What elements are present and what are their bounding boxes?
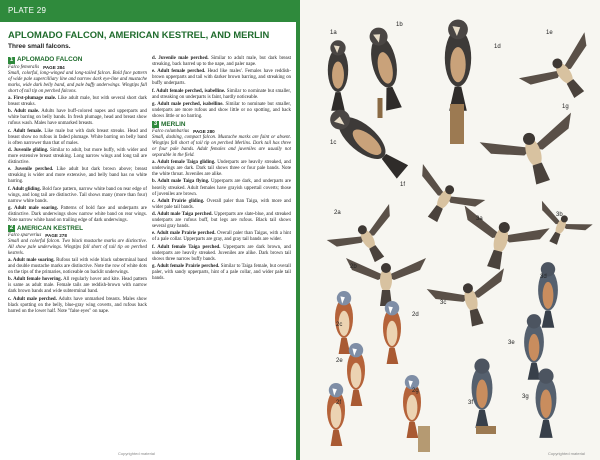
- page-reference: PAGE 278: [45, 232, 67, 238]
- species-number-badge: 2: [9, 225, 14, 232]
- figure-label-2d: 2d: [412, 312, 419, 318]
- account-entry: [8, 96, 147, 108]
- figure-label-1b: 1b: [396, 22, 403, 28]
- entry-label: b. Adult male.: [8, 109, 40, 115]
- account-entry: [8, 277, 147, 295]
- account-entry: [152, 264, 291, 282]
- account-entry: [8, 258, 147, 276]
- figure-label-2c: 2c: [336, 322, 343, 328]
- entry-text: Similar to nominate but smaller, underparts are more rufous and show little or no spotting, and back shows little or no barring.: [152, 101, 291, 119]
- species-number-badge: 3: [153, 121, 158, 128]
- plate-page: [300, 0, 600, 460]
- entry-label: g. Adult male soaring.: [8, 205, 59, 211]
- entry-text: Similar to Taiga female, but overall paler, with sandy upperparts, hint of a pale collar, and wider pale tail bands.: [152, 264, 291, 282]
- figure-label-3c: 3c: [440, 300, 447, 306]
- figure-label-2e: 2e: [336, 358, 343, 364]
- entry-text: Adults have unmarked breasts. Males show black spotting on the belly, blue-gray wing coverts, and rufous back barred on the lower half. Note "false eyes" on nape.: [8, 296, 148, 314]
- species-heading-aplomado: [8, 57, 147, 64]
- account-entry: [152, 56, 291, 68]
- illustration-3f: [472, 359, 493, 428]
- scientific-name: Falco sparverius: [8, 232, 42, 238]
- illustration-3a: [451, 205, 550, 279]
- figure-label-2g: 2g: [412, 388, 419, 394]
- text-column-left: [8, 56, 147, 315]
- illustration-2d: [383, 301, 401, 364]
- entry-label: e. Adult male Prairie perched.: [152, 231, 216, 237]
- illustration-1d: [445, 20, 471, 111]
- entry-text: Similar to nominate but smaller, and streaking on underparts is faint, hardly noticeable.: [152, 88, 291, 100]
- illustration-3b: [528, 201, 593, 255]
- page-reference: PAGE 284: [43, 64, 65, 70]
- entry-label: f. Adult gliding.: [8, 186, 41, 192]
- figure-label-2f: 2f: [336, 400, 342, 406]
- account-entry: [8, 297, 147, 315]
- account-entry: [152, 231, 291, 243]
- entry-text: Bold face pattern, narrow white band on rear edge of wings, and long tail are distinctive. Tail shows many (more than four) narrow white bands.: [8, 186, 147, 204]
- entry-text: Overall paler than Taiga, with more and wider pale tail bands.: [152, 198, 291, 210]
- entry-label: d. Juvenile male perched.: [152, 56, 209, 61]
- entry-text: Adults have buff-colored napes and upperparts and white barring on belly bands. In fresh plumage, head and breast show rufous wash. Males have unmarked breasts.: [8, 109, 147, 127]
- figure-label-1a: 1a: [330, 30, 337, 36]
- species-heading-kestrel: [8, 225, 147, 232]
- figure-label-2a: 2a: [334, 210, 341, 216]
- entry-label: f. Adult female perched, isabelline.: [152, 88, 226, 94]
- entry-label: a. First-plumage male.: [8, 95, 57, 101]
- illustration-3e: [524, 314, 544, 380]
- species-name: MERLIN: [161, 120, 186, 128]
- entry-label: d. Juvenile gliding.: [8, 147, 49, 153]
- figure-label-1f: 1f: [400, 182, 406, 188]
- illustration-3d: [538, 262, 558, 328]
- perch-post: [476, 426, 496, 434]
- entry-text: Overall paler than Taigas, with a hint of a pale collar. Upperparts are gray, and gray tail bands are wider.: [152, 231, 291, 243]
- figure-label-3g: 3g: [522, 394, 529, 400]
- page-reference: PAGE 280: [193, 128, 215, 134]
- figure-label-1e: 1e: [546, 30, 553, 36]
- account-entry: [152, 69, 291, 87]
- account-entry: [152, 179, 291, 197]
- text-page: [0, 0, 296, 460]
- account-entry: [8, 109, 147, 127]
- illustration-1e: [519, 32, 600, 117]
- species-number-badge: 1: [9, 57, 14, 63]
- figure-label-1d: 1d: [494, 44, 501, 50]
- entry-text: Like male but with dark breast streaks. Head and breast show no rufous in faded plumage. White barring on belly band is often narrower than that of males.: [8, 128, 147, 146]
- species-name: APLOMADO FALCON: [17, 56, 83, 64]
- scientific-name: Falco columbarius: [152, 128, 190, 134]
- account-entry: [152, 160, 291, 178]
- illustration-2b: [346, 258, 426, 306]
- figure-label-3f: 3f: [468, 400, 474, 406]
- entry-label: c. Adult Prairie gliding.: [152, 198, 205, 204]
- entry-text: Similar to adult male, but dark breast streaking, back barred up to the nape, and paler nape.: [152, 56, 291, 68]
- plate-illustrations: [300, 0, 600, 460]
- account-entry: [152, 199, 291, 211]
- figure-label-3a: 3a: [476, 216, 483, 222]
- account-entry: [8, 148, 147, 166]
- entry-label: a. Adult male soaring.: [8, 258, 55, 264]
- illustration-1b: [365, 25, 406, 111]
- account-entry: [152, 102, 291, 120]
- entry-text: Upperparts are dark, and underparts are heavily streaked. Adult females have grayish uppertail coverts; those of juveniles are brown.: [152, 179, 291, 197]
- copyright-note-left: Copyrighted material: [118, 451, 155, 456]
- account-entry: [152, 212, 291, 230]
- entry-text: Rufous tail with wide black subterminal band and double mustache marks are distinctive. Note the row of white dots on the tips of the primaries, noticeable on backlit underwings.: [8, 258, 147, 276]
- entry-label: c. Adult male perched.: [8, 296, 57, 302]
- plate-header-band: [0, 0, 296, 22]
- illustration-1c: [324, 103, 411, 182]
- figure-label-3b: 3b: [556, 212, 563, 218]
- account-entry: [8, 187, 147, 205]
- entry-text: All regularly hover and kite. Head pattern is same as adult male. Female tails are reddish-brown with narrow dark brown bands and wide subterminal band.: [8, 277, 148, 295]
- text-column-right: [152, 56, 291, 282]
- entry-label: e. Adult female perched.: [152, 69, 206, 75]
- figure-label-1g: 1g: [562, 104, 569, 110]
- entry-label: g. Adult male perched, isabelline.: [152, 101, 224, 107]
- entry-label: e. Juvenile perched.: [8, 167, 54, 173]
- entry-text: Upperparts are dark brown, and underparts are heavily streaked. Juveniles are alike. Dark brown tail shows three narrow buffy bands.: [152, 244, 291, 262]
- illustration-1f: [401, 164, 485, 237]
- account-entry: [152, 245, 291, 263]
- entry-text: Upperparts are slate-blue, and streaked underparts are rufous buff, but legs are rufous. Black tail shows several gray bands.: [152, 212, 291, 230]
- perch-post: [418, 426, 430, 452]
- entry-label: b. Adult female hovering.: [8, 277, 62, 283]
- entry-text: Underparts are heavily streaked, and underwings are dark. Dark tail shows three or four pale bands. Note the white throat. Juveniles are alike.: [152, 160, 291, 178]
- entry-text: Similar to adult, but more buffy, with wider and more extensive breast streaking. Long narrow wings and long tail are distinctive.: [8, 147, 147, 165]
- entry-text: Patterns of bold face and underparts are distinctive. Dark underwings show narrow white band on rear wings. Note narrow white band on trailing edge of dark underwings.: [8, 205, 147, 223]
- account-entry: [152, 89, 291, 101]
- figure-label-1c: 1c: [330, 140, 337, 146]
- species-intro: Small, colorful, long-winged and long-tailed falcon. Bold face pattern of wide pale supercilliary line and narrow dark eye-line and mustache marks, wide dark belly band, and pale buffy underwings. Wingtips fall short of tail tip on perched falcons.: [8, 70, 147, 94]
- species-intro: Small, dashing, compact falcon. Mustache marks are faint or absent. Wingtips fall short of tail tip on perched Merlins. Dark tail has three or four pale bands. Adult females and juveniles are usually not separable in the field.: [152, 134, 291, 158]
- figure-label-3d: 3d: [540, 274, 547, 280]
- species-intro: Small and colorful falcon. Two black mustache marks are distinctive. All show pale underwings. Wingtips fall short of tail tip on perched kestrels.: [8, 238, 147, 256]
- illustration-1g: [480, 113, 589, 197]
- copyright-note-right: Copyrighted material: [548, 451, 585, 456]
- scientific-name: Falco femoralis: [8, 64, 40, 70]
- figure-label-2b: 2b: [350, 264, 357, 270]
- species-name: AMERICAN KESTREL: [17, 224, 84, 232]
- page-subtitle: Three small falcons.: [8, 43, 71, 50]
- species-heading-merlin: [152, 121, 291, 128]
- entry-label: f. Adult female Taiga perched.: [152, 244, 221, 250]
- page-title: APLOMADO FALCON, AMERICAN KESTREL, AND MERLIN: [8, 29, 270, 40]
- plate-number: PLATE 29: [8, 6, 47, 15]
- illustration-2f: [327, 383, 345, 446]
- entry-label: c. Adult female.: [8, 128, 43, 134]
- perch-post: [450, 104, 464, 144]
- entry-text: Like adult but dark brown above; breast streaking is wider and more extensive, and belly band has no white barring.: [8, 167, 147, 185]
- entry-label: g. Adult female Prairie perched.: [152, 264, 220, 270]
- entry-label: d. Adult male Taiga perched.: [152, 212, 213, 218]
- account-entry: [8, 129, 147, 147]
- figure-label-3e: 3e: [508, 340, 515, 346]
- account-entry: [8, 167, 147, 185]
- entry-label: b. Adult male Taiga flying.: [152, 179, 210, 185]
- illustration-1a: [328, 40, 348, 111]
- entry-text: Like adult male, but with several short dark breast streaks.: [8, 95, 147, 107]
- illustration-2e: [347, 343, 365, 406]
- entry-label: a. Adult female Taiga gliding.: [152, 160, 216, 166]
- entry-text: Head like males'. Females have reddish-brown upperparts and tail with darker brown barring, and streaking on buffy underparts.: [152, 69, 291, 87]
- account-entry: [8, 206, 147, 224]
